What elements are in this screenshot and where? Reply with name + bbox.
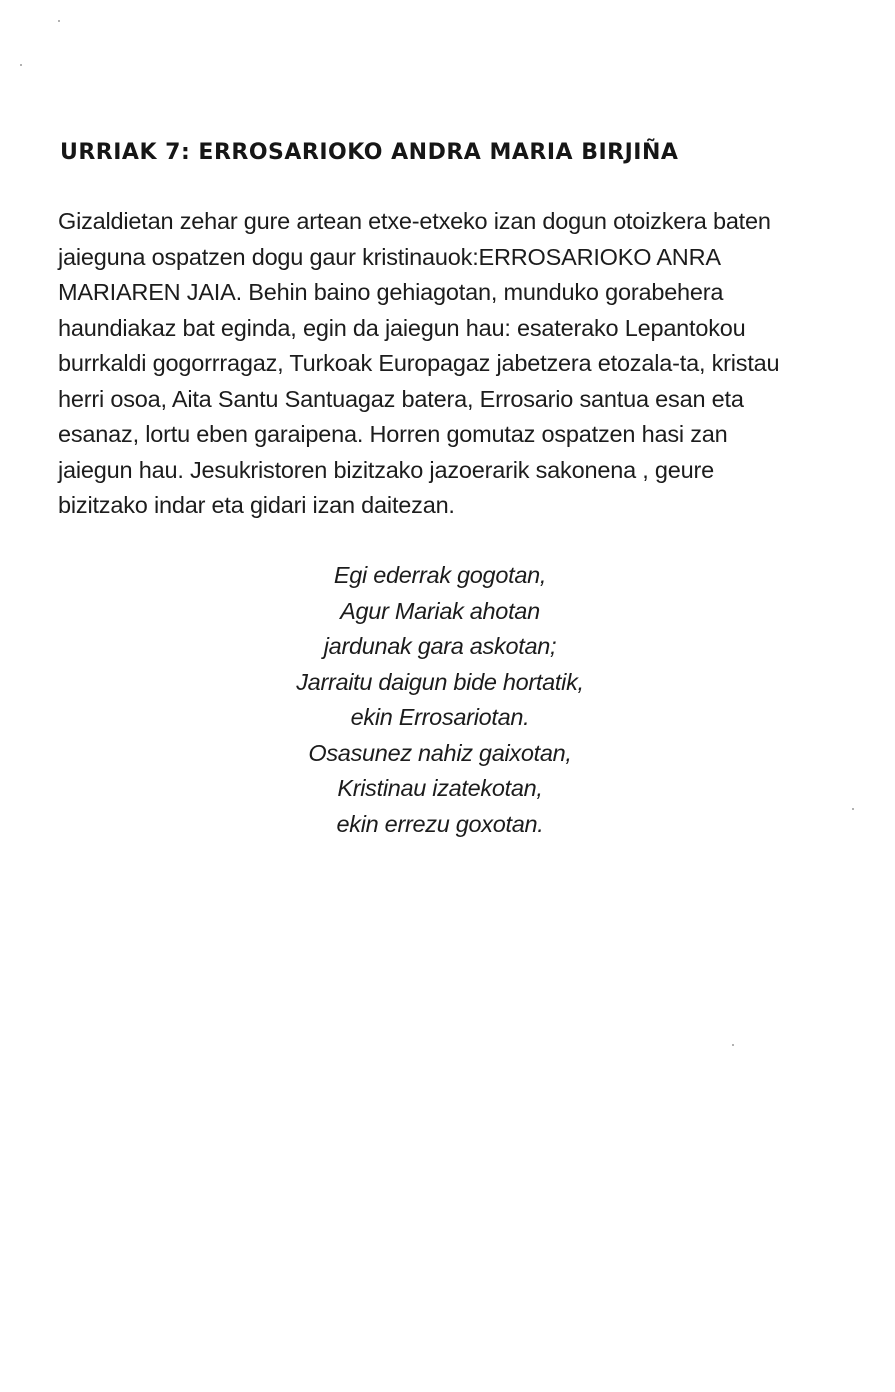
body-line: Gizaldietan zehar gure artean etxe-etxeko izan dogun otoizkera baten [58, 208, 771, 234]
body-paragraph [58, 204, 848, 524]
scan-speck [732, 1044, 734, 1046]
poem-line: Egi ederrak gogotan, [333, 562, 547, 588]
poem-line: Agur Mariak ahotan [340, 597, 540, 624]
poem-line: ekin Errosariotan. [350, 704, 530, 730]
body-line: jaieguna ospatzen dogu gaur kristinauok:ERROSARIOKO ANRA [58, 243, 721, 270]
scan-speck [58, 20, 60, 22]
poem-line: ekin errezu goxotan. [336, 810, 544, 837]
poem-line: Osasunez nahiz gaixotan, [308, 739, 572, 766]
body-line: burrkaldi gogorrragaz, Turkoak Europagaz jabetzera etozala-ta, kristau [58, 350, 780, 376]
scan-speck [20, 64, 22, 66]
body-line: haundiakaz bat eginda, egin da jaiegun hau: esaterako Lepantokou [58, 314, 746, 341]
body-line: MARIAREN JAIA. Behin baino gehiagotan, munduko gorabehera [58, 279, 724, 305]
poem-verse [240, 558, 640, 842]
scan-speck [852, 808, 854, 810]
body-line: esanaz, lortu eben garaipena. Horren gomutaz ospatzen hasi zan [58, 421, 728, 447]
body-line: bizitzako indar eta gidari izan daitezan. [58, 492, 455, 518]
poem-line: jardunak gara askotan; [323, 633, 557, 659]
body-line: herri osoa, Aita Santu Santuagaz batera, Errosario santua esan eta [58, 385, 744, 412]
poem-line: Kristinau izatekotan, [337, 775, 543, 801]
page-title: URRIAK 7: ERROSARIOKO ANDRA MARIA BIRJIÑA [60, 140, 679, 165]
poem-line: Jarraitu daigun bide hortatik, [296, 668, 584, 695]
body-line: jaiegun hau. Jesukristoren bizitzako jazoerarik sakonena , geure [58, 456, 715, 483]
